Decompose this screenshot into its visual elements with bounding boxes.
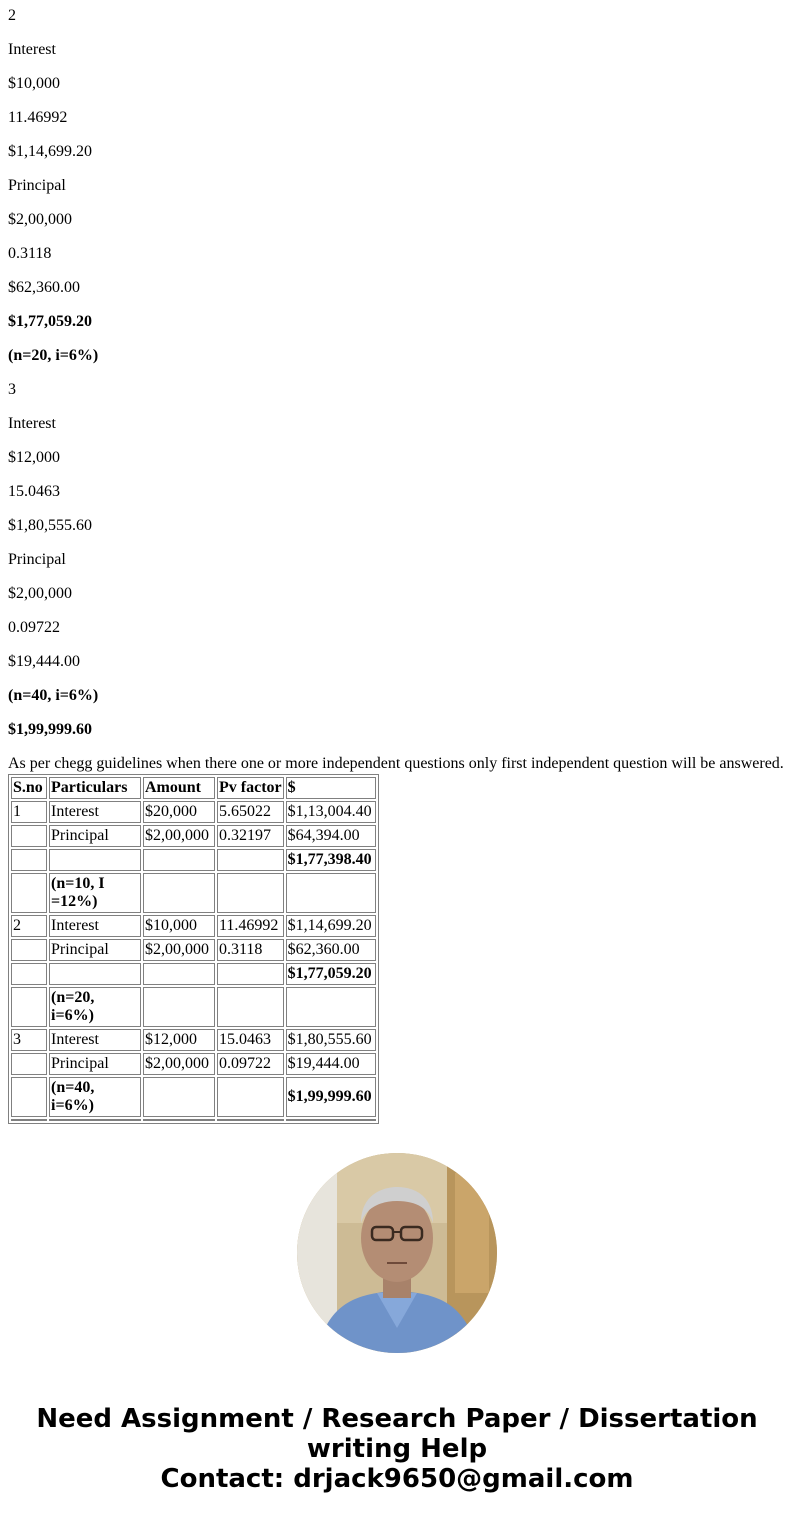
paragraph-line: Interest: [8, 41, 56, 58]
table-cell: 11.46992: [217, 915, 284, 937]
paragraph-line: 11.46992: [8, 109, 68, 126]
table-cell: [286, 873, 376, 913]
table-cell: [11, 987, 47, 1027]
paragraph-list: [8, 0, 786, 748]
table-cell: Interest: [49, 915, 141, 937]
author-photo-icon: [297, 1153, 497, 1353]
table-cell: [49, 849, 141, 871]
table-row: [11, 1029, 376, 1051]
table-row: [11, 801, 376, 823]
table-cell: (n=20, i=6%): [49, 987, 141, 1027]
table-cell: [49, 963, 141, 985]
paragraph-line: (n=40, i=6%): [8, 687, 99, 704]
table-cell: $62,360.00: [286, 939, 376, 961]
table-cell: Interest: [49, 801, 141, 823]
table-row: [11, 849, 376, 871]
table-cell: 5.65022: [217, 801, 284, 823]
table-header-cell: Amount: [143, 777, 215, 799]
table-cell: [143, 873, 215, 913]
table-row: [11, 825, 376, 847]
promo-line-1: Need Assignment / Research Paper / Dissertation: [36, 1404, 758, 1434]
table-cell: [217, 1077, 284, 1117]
paragraph-line: Principal: [8, 551, 66, 568]
paragraph-line: $10,000: [8, 75, 60, 92]
pv-calculation-table: [8, 774, 379, 1124]
paragraph-line: $62,360.00: [8, 279, 80, 296]
paragraph-line: $1,14,699.20: [8, 143, 92, 160]
table-cell: [217, 849, 284, 871]
table-cell-empty: [286, 1119, 376, 1121]
table-row: [11, 987, 376, 1027]
table-cell: [286, 987, 376, 1027]
table-cell: [143, 1077, 215, 1117]
table-cell-empty: [49, 1119, 141, 1121]
table-row: [11, 963, 376, 985]
table-cell: [217, 873, 284, 913]
table-row-empty: [11, 1119, 376, 1121]
table-header-row: [11, 777, 376, 799]
table-cell: $1,13,004.40: [286, 801, 376, 823]
table-cell: 15.0463: [217, 1029, 284, 1051]
table-cell: 0.32197: [217, 825, 284, 847]
assignment-help-promo: [0, 1404, 794, 1494]
table-cell: Principal: [49, 939, 141, 961]
paragraph-line: $1,80,555.60: [8, 517, 92, 534]
paragraph-line: $12,000: [8, 449, 60, 466]
table-cell: [11, 963, 47, 985]
table-cell-empty: [143, 1119, 215, 1121]
table-cell: (n=40, i=6%): [49, 1077, 141, 1117]
table-header-cell: S.no: [11, 777, 47, 799]
table-cell: $1,99,999.60: [286, 1077, 376, 1117]
table-cell: Interest: [49, 1029, 141, 1051]
table-cell: 2: [11, 915, 47, 937]
table-cell: [11, 873, 47, 913]
table-row: [11, 1077, 376, 1117]
table-cell: $10,000: [143, 915, 215, 937]
table-cell: [11, 1077, 47, 1117]
table-cell: 0.09722: [217, 1053, 284, 1075]
promo-line-2: writing Help: [306, 1434, 488, 1464]
paragraph-line: Principal: [8, 177, 66, 194]
paragraph-line: 3: [8, 381, 16, 398]
paragraph-line: $1,77,059.20: [8, 313, 92, 330]
table-cell: Principal: [49, 1053, 141, 1075]
table-cell: 3: [11, 1029, 47, 1051]
table-cell: $2,00,000: [143, 939, 215, 961]
paragraph-line: $1,99,999.60: [8, 721, 92, 738]
table-header-cell: Particulars: [49, 777, 141, 799]
table-cell: 0.3118: [217, 939, 284, 961]
table-cell: $1,80,555.60: [286, 1029, 376, 1051]
paragraph-line: $2,00,000: [8, 585, 72, 602]
table-cell: [143, 987, 215, 1027]
table-cell: $1,77,059.20: [286, 963, 376, 985]
author-avatar: [297, 1153, 497, 1353]
paragraph-line: (n=20, i=6%): [8, 347, 99, 364]
table-cell: Principal: [49, 825, 141, 847]
table-cell: (n=10, I =12%): [49, 873, 141, 913]
paragraph-line: 0.09722: [8, 619, 60, 636]
table-cell: [143, 849, 215, 871]
table-header-cell: Pv factor: [217, 777, 284, 799]
table-cell: $12,000: [143, 1029, 215, 1051]
paragraph-line: $19,444.00: [8, 653, 80, 670]
table-row: [11, 939, 376, 961]
table-cell: $1,14,699.20: [286, 915, 376, 937]
table-row: [11, 873, 376, 913]
table-cell: $64,394.00: [286, 825, 376, 847]
table-cell: $1,77,398.40: [286, 849, 376, 871]
table-cell: $2,00,000: [143, 825, 215, 847]
paragraph-line: 0.3118: [8, 245, 52, 262]
table-cell: [11, 849, 47, 871]
table-cell-empty: [11, 1119, 47, 1121]
table-cell: $19,444.00: [286, 1053, 376, 1075]
table-cell: [217, 987, 284, 1027]
table-header-cell: $: [286, 777, 376, 799]
table-cell: [143, 963, 215, 985]
table-cell: [217, 963, 284, 985]
paragraph-line: 15.0463: [8, 483, 60, 500]
table-cell: $2,00,000: [143, 1053, 215, 1075]
table-cell: $20,000: [143, 801, 215, 823]
table-cell: [11, 825, 47, 847]
guideline-note: As per chegg guidelines when there one or more independent questions only first independent question will be answered.: [8, 755, 784, 772]
table-cell: [11, 939, 47, 961]
table-row: [11, 1053, 376, 1075]
paragraph-line: $2,00,000: [8, 211, 72, 228]
table-cell: 1: [11, 801, 47, 823]
table-cell: [11, 1053, 47, 1075]
table-row: [11, 915, 376, 937]
promo-contact-line: Contact: drjack9650@gmail.com: [160, 1464, 634, 1494]
paragraph-line: Interest: [8, 415, 56, 432]
table-cell-empty: [217, 1119, 284, 1121]
paragraph-line: 2: [8, 7, 16, 24]
